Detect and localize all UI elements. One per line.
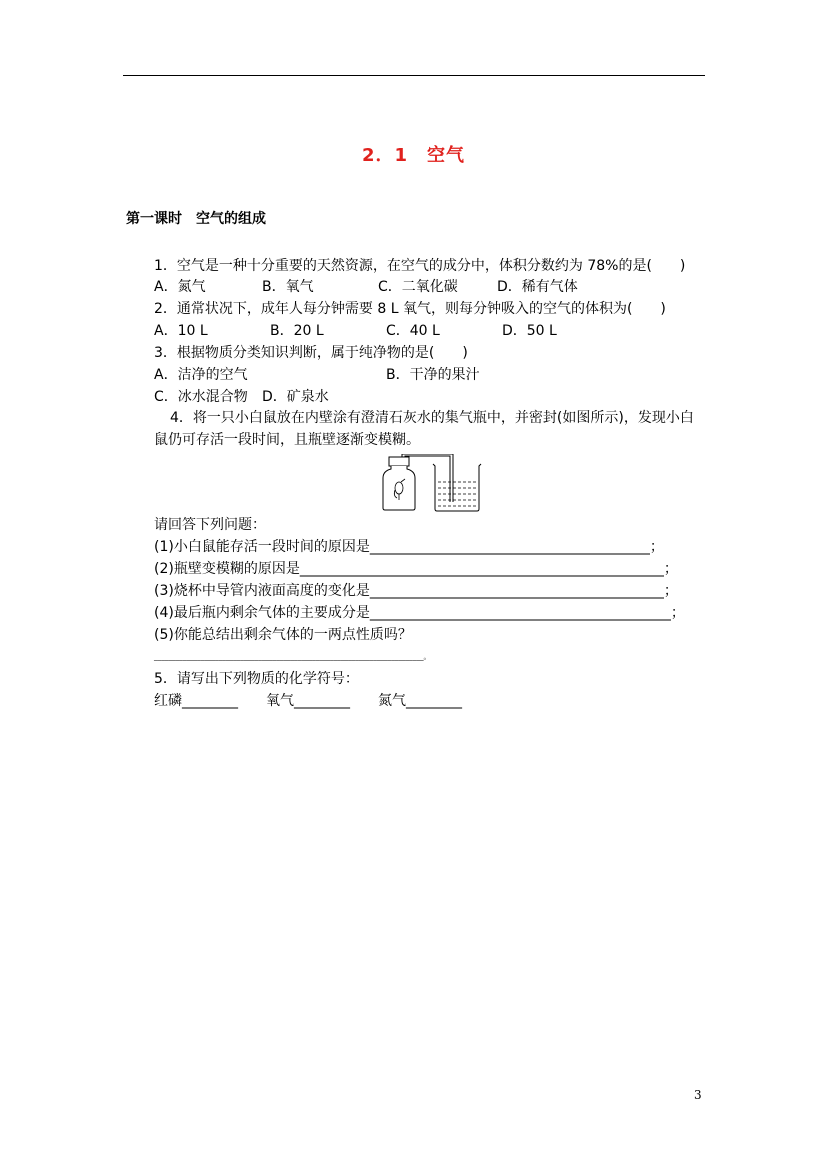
q4-sub3: (3)烧杯中导管内液面高度的变化是__________________________________________； bbox=[154, 583, 678, 599]
q4-sub4: (4)最后瓶内剩余气体的主要成分是___________________________________________； bbox=[154, 605, 685, 621]
q4-stem-line1: 4．将一只小白鼠放在内壁涂有澄清石灰水的集气瓶中，并密封(如图所示)，发现小白 bbox=[170, 410, 694, 426]
q1-option-c: C．二氧化碳 bbox=[378, 279, 458, 295]
gas-bottle-beaker-icon bbox=[381, 454, 485, 512]
page-number: 3 bbox=[694, 1088, 702, 1102]
q3-option-a: A．洁净的空气 bbox=[154, 367, 248, 383]
q3-option-d: D．矿泉水 bbox=[262, 389, 329, 405]
q4-sub2: (2)瓶壁变模糊的原因是____________________________________________________； bbox=[154, 561, 678, 577]
section-heading: 第一课时 空气的组成 bbox=[126, 211, 266, 227]
q5-stem: 5．请写出下列物质的化学符号： bbox=[154, 671, 359, 687]
q1-option-d: D．稀有气体 bbox=[497, 279, 578, 295]
q2-stem: 2．通常状况下，成年人每分钟需要 8 L 氧气，则每分钟吸入的空气的体积为( ) bbox=[154, 301, 666, 317]
q3-option-c: C．冰水混合物 bbox=[154, 389, 248, 405]
header-rule bbox=[123, 75, 705, 76]
q3-option-b: B．干净的果汁 bbox=[386, 367, 480, 383]
q5-items: 红磷________ 氧气________ 氮气________ bbox=[154, 693, 462, 709]
q4-sub5: (5)你能总结出剩余气体的一两点性质吗？ bbox=[154, 627, 412, 643]
q2-option-d: D．50 L bbox=[502, 323, 557, 339]
q4-sub1: (1)小白鼠能存活一段时间的原因是________________________________________； bbox=[154, 539, 664, 555]
q3-stem: 3．根据物质分类知识判断，属于纯净物的是( ) bbox=[154, 345, 468, 361]
q1-option-a: A．氮气 bbox=[154, 279, 206, 295]
q4-stem-line2: 鼠仍可存活一段时间，且瓶壁逐渐变模糊。 bbox=[154, 432, 420, 448]
q2-option-c: C．40 L bbox=[386, 323, 440, 339]
q1-stem: 1．空气是一种十分重要的天然资源，在空气的成分中，体积分数约为 78%的是( ) bbox=[154, 258, 686, 274]
page-title: 2．1 空气 bbox=[361, 145, 466, 166]
q1-option-b: B．氧气 bbox=[262, 279, 314, 295]
q2-option-b: B．20 L bbox=[270, 323, 324, 339]
q2-option-a: A．10 L bbox=[154, 323, 208, 339]
q4-prompt: 请回答下列问题： bbox=[154, 517, 266, 533]
q4-sub5-answer-line: ___________________________________________________________________________。 bbox=[154, 652, 431, 661]
